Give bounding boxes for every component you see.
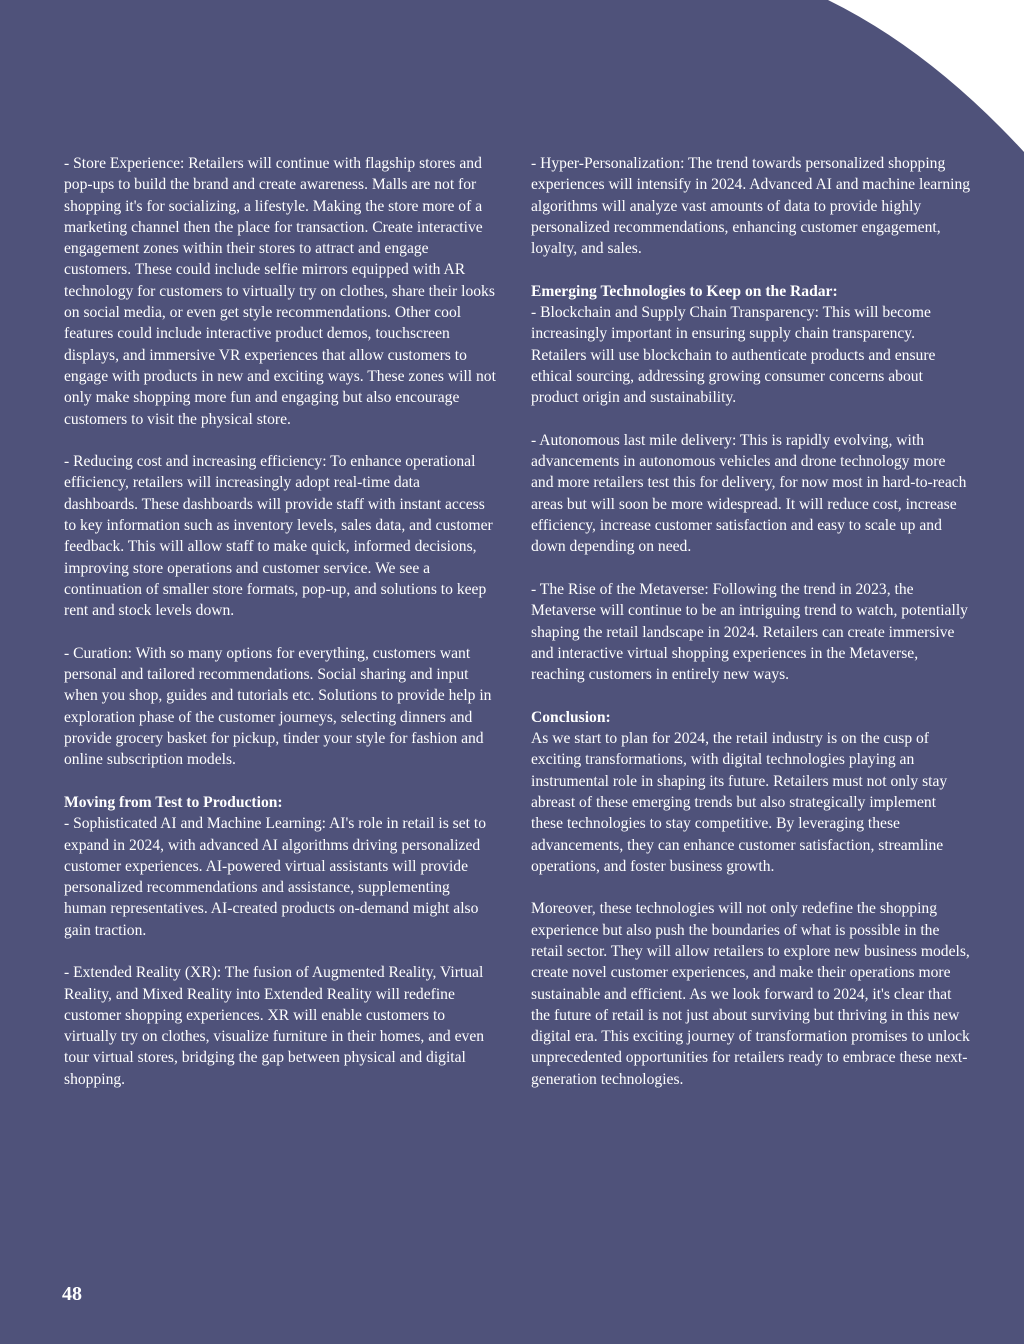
blockchain-paragraph: - Blockchain and Supply Chain Transparency: This will become increasingly important in ensuring supply chain transparency. Retailers will use blockchain to authenticate products and ensure ethical sourcing, addressing growing consumer concerns about product origin and sustainability. — [531, 304, 936, 407]
reducing-cost-paragraph: - Reducing cost and increasing efficiency: To enhance operational efficiency, retailers will increasingly adopt real-time data dashboards. These dashboards will provide staff with instant access to key information such as inventory levels, sales data, and customer feedback. This will allow staff to make quick, informed decisions, improving store operations and customer service. We see a continuation of smaller store formats, pop-up, and solutions to keep rent and stock levels down. — [64, 453, 493, 620]
metaverse-paragraph: - The Rise of the Metaverse: Following the trend in 2023, the Metaverse will continue to be an intriguing trend to watch, potentially shaping the retail landscape in 2024. Retailers can create immersive and interactive virtual shopping experiences in the Metaverse, reaching customers in entirely new ways. — [531, 580, 968, 684]
extended-reality-paragraph: - Extended Reality (XR): The fusion of Augmented Reality, Virtual Reality, and Mixed Reality into Extended Reality will redefine customer shopping experiences. XR will enable customers to virtually try on clothes, visualize furniture in their homes, and even tour virtual stores, bridging the gap between physical and digital shopping. — [64, 964, 485, 1088]
section-heading-test-to-production: Moving from Test to Production: — [64, 793, 283, 811]
left-column — [64, 153, 496, 1090]
emerging-technologies-section — [531, 281, 971, 409]
section-heading-emerging-technologies: Emerging Technologies to Keep on the Radar: — [531, 282, 838, 300]
test-to-production-section — [64, 792, 496, 941]
right-column — [531, 153, 971, 1090]
page-number: 48 — [62, 1283, 82, 1305]
ai-ml-paragraph: - Sophisticated AI and Machine Learning: AI's role in retail is set to expand in 2024, with advanced AI algorithms driving personalized customer experiences. AI-powered virtual assistants will provide personalized recommendations and assistance, supplementing human representatives. AI-created products on-demand might also gain traction. — [64, 815, 487, 939]
hyper-personalization-paragraph: - Hyper-Personalization: The trend towards personalized shopping experiences will intensify in 2024. Advanced AI and machine learning algorithms will analyze vast amounts of data to provide highly personalized recommendations, enhancing customer engagement, loyalty, and sales. — [531, 155, 971, 258]
store-experience-paragraph: - Store Experience: Retailers will continue with flagship stores and pop-ups to build the brand and create awareness. Malls are not for shopping it's for socializing, a lifestyle. Making the store more of a marketing channel then the place for transaction. Create interactive engagement zones within their stores to attract and engage customers. These could include selfie mirrors equipped with AR technology for customers to virtually try on clothes, share their looks on social media, or even get style recommendations. Other cool features could include interactive product demos, touchscreen displays, and immersive VR experiences that allow customers to engage with products in new and exciting ways. These zones will not only make shopping more fun and engaging but also encourage customers to visit the physical store. — [64, 155, 496, 428]
autonomous-delivery-paragraph: - Autonomous last mile delivery: This is rapidly evolving, with advancements in autonomous vehicles and drone technology more and more retailers test this for delivery, for now most in hard-to-reach areas but will soon be more widespread. It will reduce cost, increase efficiency, increase customer satisfaction and easy to scale up and down depending on need. — [531, 431, 967, 556]
section-heading-conclusion: Conclusion: — [531, 708, 611, 726]
conclusion-paragraph: As we start to plan for 2024, the retail industry is on the cusp of exciting transformations, with digital technologies playing an instrumental role in shaping its future. Retailers must not only stay abreast of these emerging trends but also strategically implement these technologies to stay competitive. By leveraging these advancements, they can enhance customer satisfaction, streamline operations, and foster business growth. — [531, 730, 948, 875]
moreover-paragraph: Moreover, these technologies will not only redefine the shopping experience but also push the boundaries of what is possible in the retail sector. They will allow retailers to explore new business models, create novel customer experiences, and make their operations more sustainable and efficient. As we look forward to 2024, it's clear that the future of retail is not just about surviving but thriving in this new digital era. This exciting journey of transformation promises to unlock unprecedented opportunities for retailers ready to embrace these next-generation technologies. — [531, 900, 970, 1088]
curation-paragraph: - Curation: With so many options for everything, customers want personal and tailored recommendations. Social sharing and input when you shop, guides and tutorials etc. Solutions to provide help in exploration phase of the customer journeys, selecting dinners and provide grocery basket for pickup, tinder your style for fashion and online subscription models. — [64, 644, 492, 769]
conclusion-section — [531, 707, 971, 877]
